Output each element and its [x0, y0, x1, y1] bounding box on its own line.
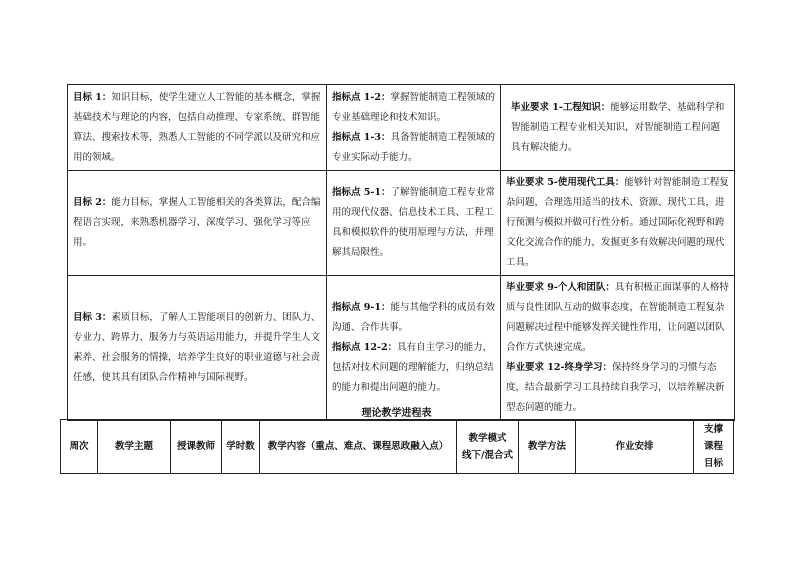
- goal-text: 知识目标，使学生建立人工智能的基本概念，掌握基础技术与理论的内容，包括自动推理、专家系统、群智能算法、搜索技术等，熟悉人工智能的不同学派以及研究和应用的领域。: [73, 91, 321, 163]
- requirement-text: 能够运用数学、基础科学和智能制造工程专业相关知识，对智能制造工程问题具有解决能力。: [511, 101, 725, 153]
- goal-cell-2: [68, 171, 327, 276]
- schedule-table: [60, 419, 734, 474]
- requirement-label: 毕业要求 5-使用现代工具：: [506, 177, 625, 188]
- goal-cell-3: [68, 276, 327, 421]
- objective-row-3: [68, 276, 735, 421]
- indicator-item: [332, 88, 495, 128]
- goal-cell-1: [68, 85, 327, 171]
- indicator-cell-2: [327, 171, 501, 276]
- objective-row-2: [68, 171, 735, 276]
- header-method: 教学方法: [519, 420, 576, 474]
- objective-row-1: [68, 85, 735, 171]
- header-week: 周次: [61, 420, 98, 474]
- indicator-item: [332, 128, 495, 168]
- goal-label: 目标 3：: [73, 312, 112, 323]
- goal-label: 目标 2：: [73, 197, 112, 208]
- header-homework: 作业安排: [576, 420, 694, 474]
- requirement-cell-1: [501, 85, 735, 171]
- indicator-text: 了解智能制造工程专业常用的现代仪器、信息技术工具、工程工具和模拟软件的使用原理与方法，并理解其局限性。: [332, 187, 495, 258]
- indicator-item: [332, 338, 495, 398]
- requirement-label: 毕业要求 12-终身学习：: [506, 362, 612, 373]
- header-mode: [457, 420, 519, 474]
- indicator-text: 能与其他学科的成员有效沟通、合作共事。: [332, 302, 495, 333]
- indicator-label: 指标点 1-3：: [332, 131, 391, 143]
- header-support-line3: 目标: [703, 458, 723, 469]
- indicator-cell-3: [327, 276, 501, 421]
- requirement-label: 毕业要求 9-个人和团队：: [506, 282, 615, 293]
- requirement-text: 能够针对智能制造工程复杂问题，合理选用适当的技术、资源、现代工具，进行预测与模拟并做可行性分析。通过国际化视野和跨文化交流合作的能力，发掘更多有效解决问题的现代工具。: [506, 177, 729, 268]
- header-content: 教学内容（重点、难点、课程思政融入点）: [260, 420, 457, 474]
- header-topic: 教学主题: [98, 420, 171, 474]
- header-mode-line1: 教学模式: [468, 432, 507, 444]
- header-teacher: 授课教师: [171, 420, 222, 474]
- indicator-item: [332, 183, 495, 263]
- objectives-table: [67, 84, 735, 421]
- requirement-text: 具有积极正面谋事的人格特质与良性团队互动的做事态度，在智能制造工程复杂问题解决过程中能够发挥关键性作用，让问题以团队合作方式快速完成。: [506, 282, 729, 353]
- header-mode-line2: 线下/混合式: [462, 449, 513, 461]
- indicator-text: 具有自主学习的能力，包括对技术问题的理解能力，归纳总结的能力和提出问题的能力。: [332, 342, 494, 393]
- requirement-label: 毕业要求 1-工程知识：: [511, 101, 611, 113]
- goal-label: 目标 1：: [73, 91, 112, 103]
- indicator-text: 掌握智能制造工程领域的专业基础理论和技术知识。: [332, 91, 495, 123]
- indicator-label: 指标点 1-2：: [332, 91, 391, 103]
- indicator-item: [332, 298, 495, 338]
- header-support-line1: 支撑: [703, 424, 723, 435]
- goal-text: 素质目标，了解人工智能项目的创新力、团队力、专业力、跨界力、服务力与英语运用能力，并提升学生人文素养、社会服务的情操，培养学生良好的职业道德与社会责任感，使其具有团队合作精神与国际视野。: [73, 312, 321, 383]
- header-hours: 学时数: [222, 420, 260, 474]
- indicator-label: 指标点 12-2：: [332, 342, 398, 353]
- header-support: [694, 420, 734, 474]
- indicator-label: 指标点 9-1：: [332, 302, 391, 313]
- indicator-label: 指标点 5-1：: [332, 187, 391, 198]
- indicator-text: 具备智能制造工程领域的专业实际动手能力。: [332, 131, 495, 163]
- schedule-header-row: [61, 420, 734, 474]
- schedule-caption: 理论教学进程表: [361, 408, 432, 419]
- requirement-cell-3: [501, 276, 735, 421]
- indicator-cell-1: [327, 85, 501, 171]
- requirement-item: [506, 278, 729, 358]
- requirement-text: 保持终身学习的习惯与态度，结合最新学习工具持续自我学习，以培养解决新型态问题的能力。: [506, 362, 725, 413]
- goal-text: 能力目标，掌握人工智能相关的各类算法，配合编程语言实现，来熟悉机器学习、深度学习、强化学习等应用。: [73, 197, 321, 248]
- requirement-cell-2: [501, 171, 735, 276]
- header-support-line2: 课程: [703, 441, 723, 452]
